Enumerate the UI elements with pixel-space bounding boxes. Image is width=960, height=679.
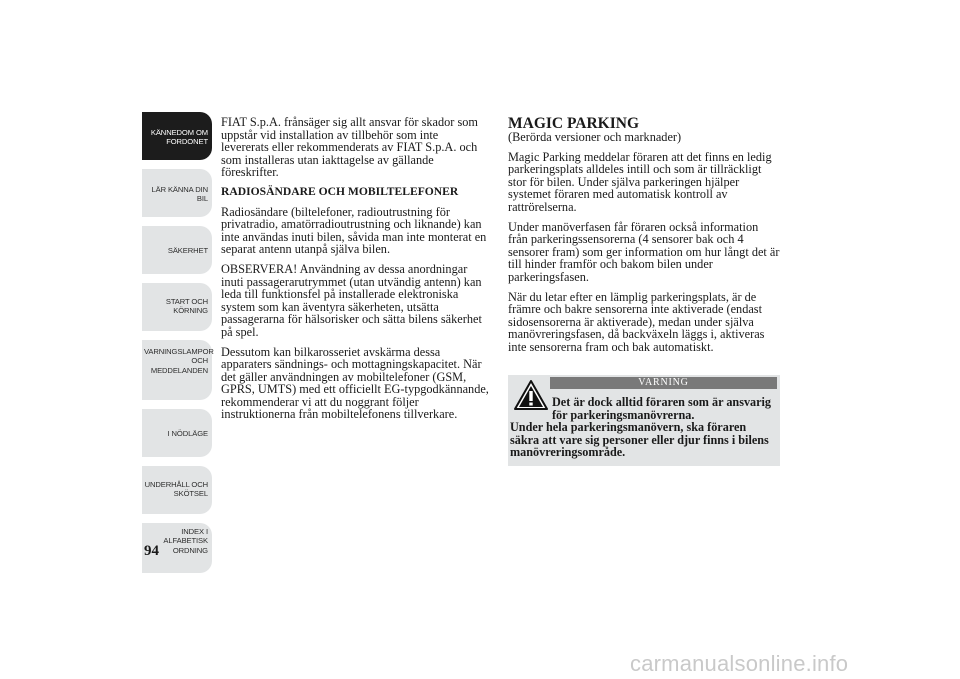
tab-i-nodlage[interactable]: I NÖDLÄGE xyxy=(142,409,212,457)
warning-title: VARNING xyxy=(550,377,777,389)
right-column xyxy=(508,116,780,361)
tab-sakerhet[interactable]: SÄKERHET xyxy=(142,226,212,274)
tab-start-och-korning[interactable]: START OCH KÖRNING xyxy=(142,283,212,331)
paragraph-mobile: Dessutom kan bilkarosseriet avskärma dessa apparaters sändnings- och mottagningskapacitet. När det gäller användningen av mobiltelefoner (GSM, GPRS, UMTS) med ett officiellt EG-typgodkännande, rekommenderar vi att du noggrant följer instruktionerna från mobiltelefonens tillverkare. xyxy=(221,344,489,422)
tab-underhall-och-skotsel[interactable]: UNDERHÅLL OCH SKÖTSEL xyxy=(142,466,212,514)
section-heading-magic-parking: MAGIC PARKING xyxy=(508,115,640,132)
tab-index[interactable]: INDEX I ALFABETISK ORDNING xyxy=(142,523,212,573)
paragraph-fiat-disclaimer: FIAT S.p.A. frånsäger sig allt ansvar för skador som uppstår vid installation av tillbehör som inte levererats eller rekommenderats av FIAT S.p.A. och som installeras utan iakttagelse av gällande föreskrifter. xyxy=(221,115,478,180)
tab-kannedom-om-fordonet[interactable]: KÄNNEDOM OM FORDONET xyxy=(142,112,212,160)
page-number: 94 xyxy=(144,543,159,559)
tab-lar-kanna-din-bil[interactable]: LÄR KÄNNA DIN BIL xyxy=(142,169,212,217)
paragraph-magic-1: Magic Parking meddelar föraren att det finns en ledig parkeringsplats alldeles intill och som är tillräckligt stor för bilen. Under själva parkeringen hjälper systemet föraren med automatisk kontroll av rattrörelserna. xyxy=(508,149,772,214)
paragraph-magic-2: Under manöverfasen får föraren också information från parkeringssensorerna (4 sensorer bak och 4 sensorer fram) som ger information om hur långt det är till hinder framför och bakom bilen under parkeringsfasen. xyxy=(508,219,780,284)
paragraph-magic-3: När du letar efter en lämplig parkeringsplats, är de främre och bakre sensorerna inte aktiverade (endast sidosensorerna är aktiverade), medan under själva manövreringsfasen, då backväxeln läggs i, aktiveras inte sensorerna fram och bak automatiskt. xyxy=(508,289,765,354)
warning-lead-text: Det är dock alltid föraren som är ansvarig för parkeringsmanövrerna. xyxy=(552,395,772,422)
paragraph-radio: Radiosändare (biltelefoner, radioutrustning för privatradio, amatörradioutrustning och liknande) kan inte användas inuti bilen, såvida man inte monterat en separat antenn utanpå själva bilen. xyxy=(221,204,487,257)
subheading-versions: (Berörda versioner och marknader) xyxy=(508,130,682,144)
section-heading-radio: RADIOSÄNDARE OCH MOBILTELEFONER xyxy=(221,184,459,198)
warning-body-text: Under hela parkeringsmanövern, ska föraren säkra att vare sig personer eller djur finns i bilens manövreringsområde. xyxy=(510,420,769,460)
tab-varningslampor[interactable]: VARNINGSLAMPOR OCH MEDDELANDEN xyxy=(142,340,212,400)
left-column xyxy=(221,116,489,428)
warning-box xyxy=(508,375,780,466)
warning-triangle-icon xyxy=(513,379,549,411)
watermark: carmanualsonline.info xyxy=(630,651,849,676)
chapter-tabs xyxy=(142,112,212,582)
paragraph-observera: OBSERVERA! Användning av dessa anordningar inuti passagerarutrymmet (utan utvändig antenn) kan leda till funktionsfel på installerade elektroniska system som kan äventyra säkerheten, utsätta passagerarna för hälsorisker och sätta bilens säkerhet på spel. xyxy=(221,261,482,339)
